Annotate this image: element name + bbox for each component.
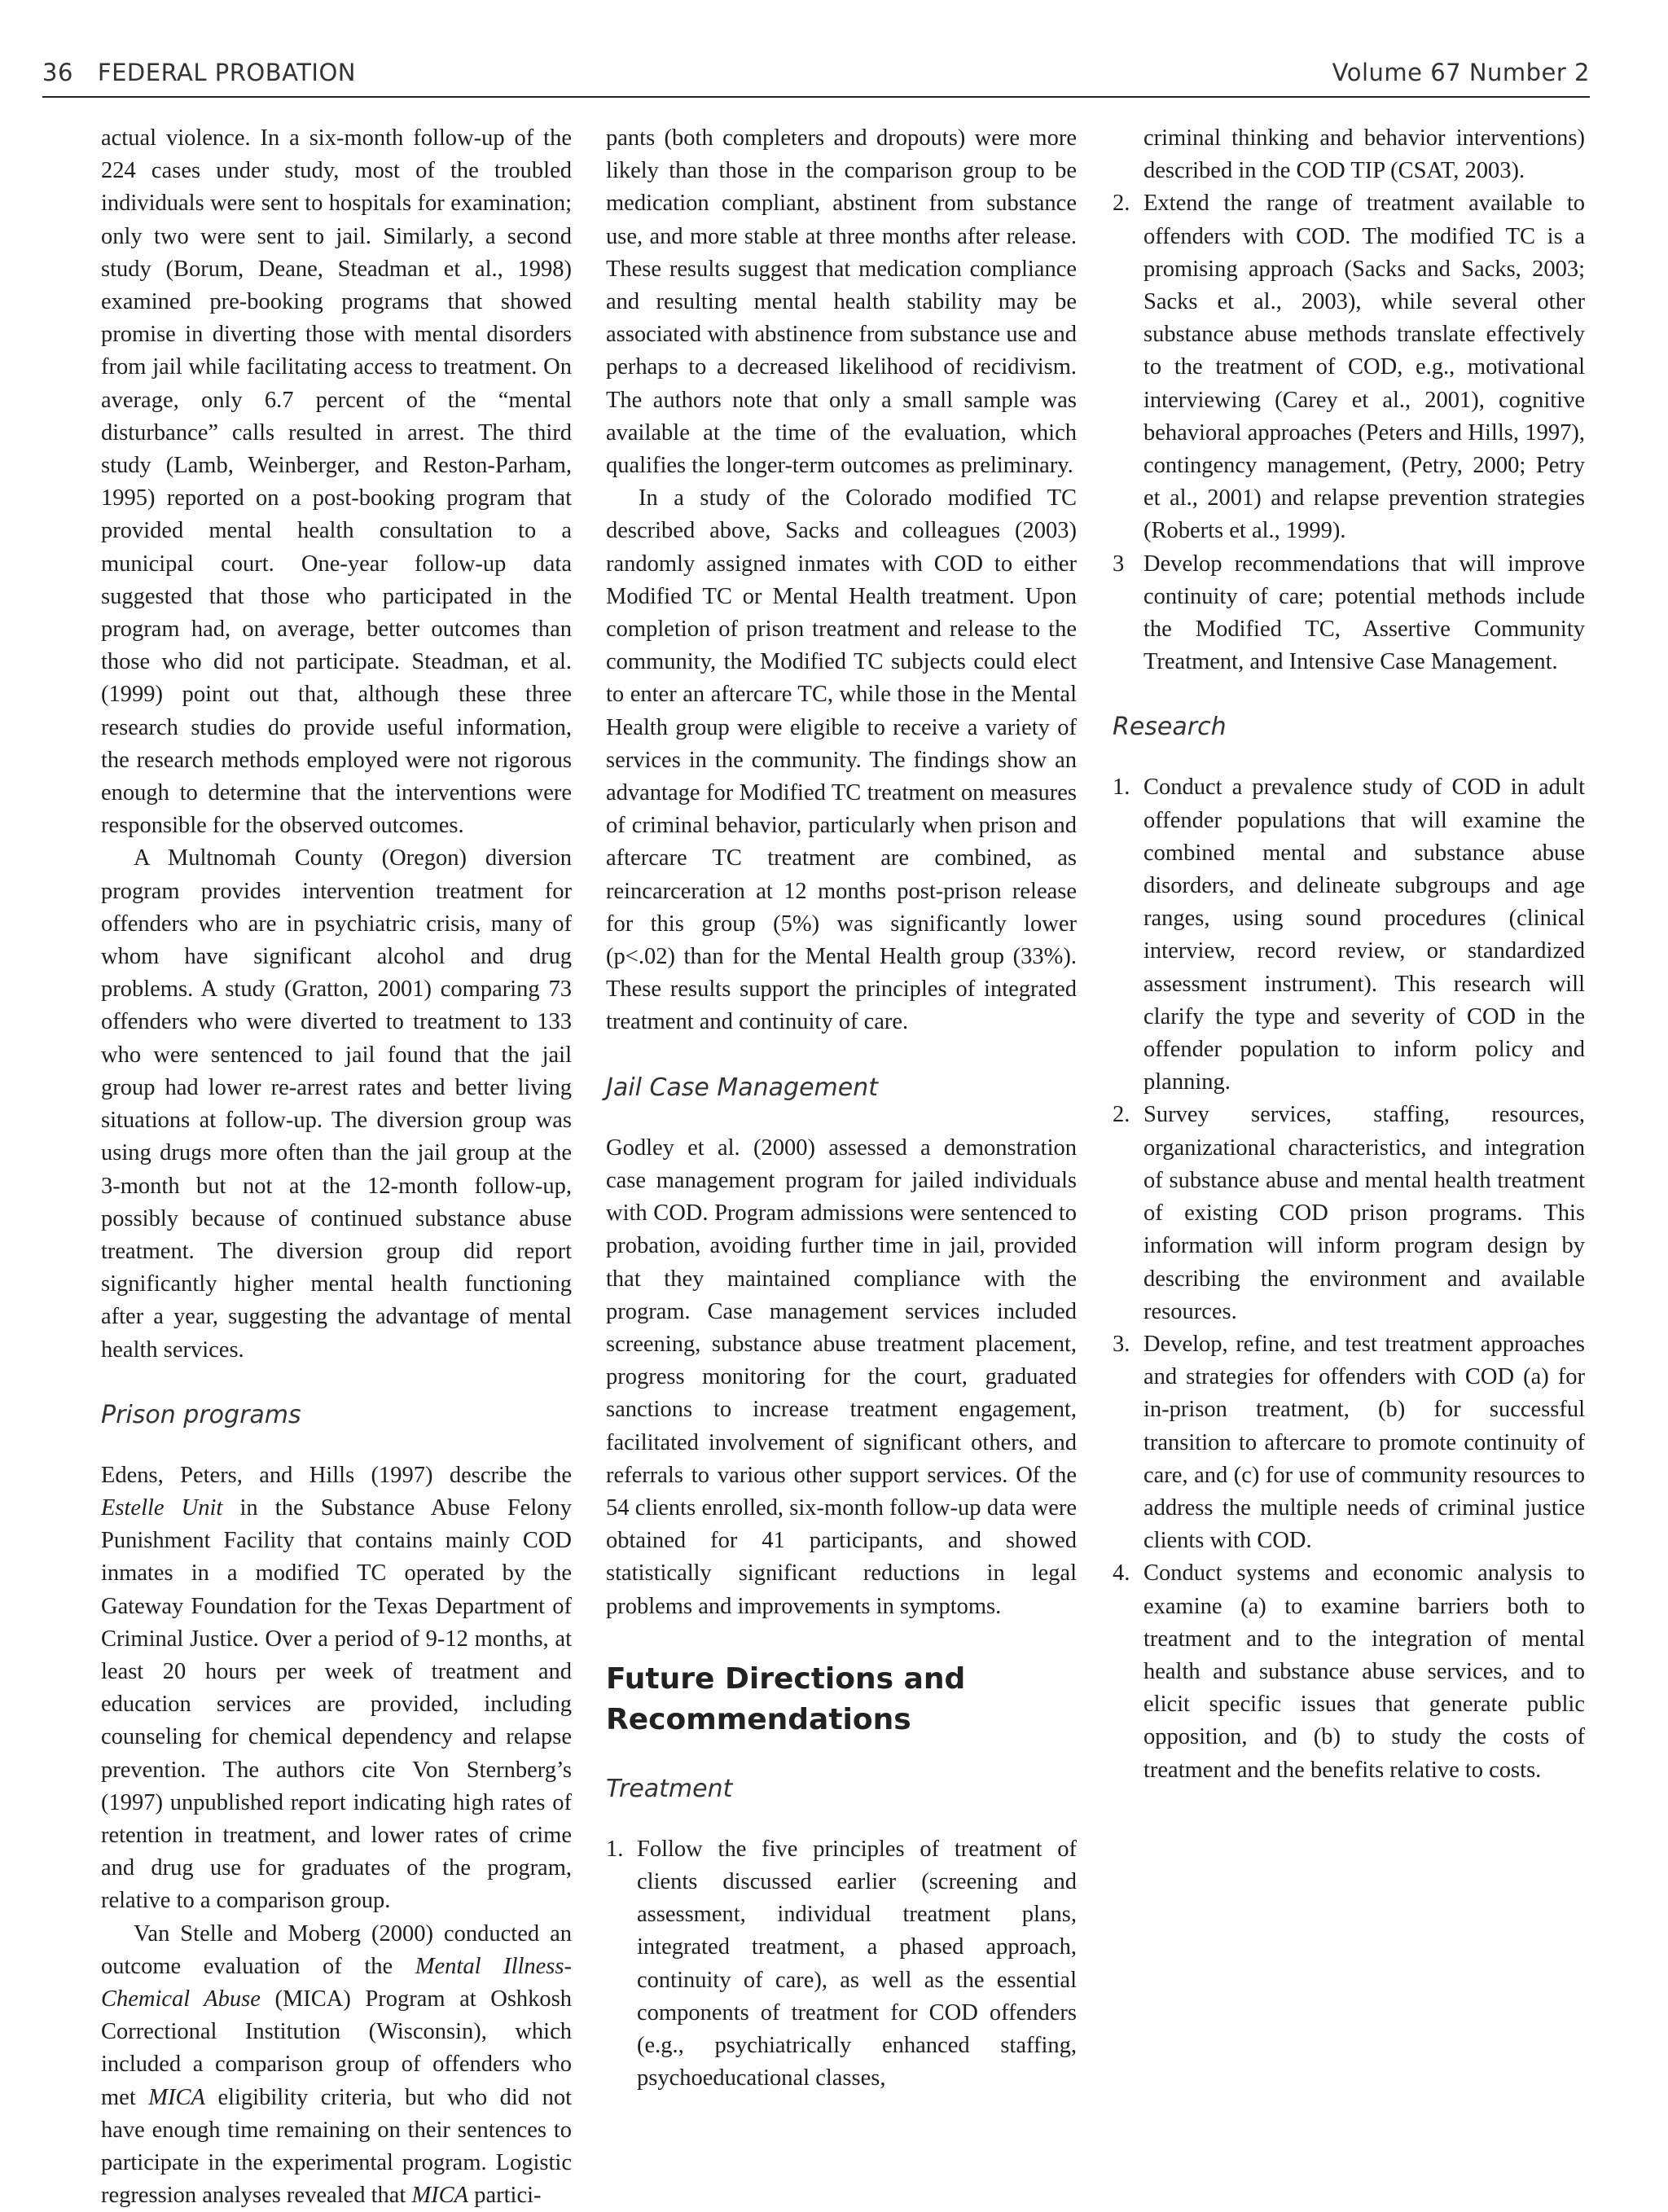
italic-run: Mental Illness-Chemical Abuse: [101, 1953, 572, 2012]
running-header: [42, 59, 1590, 101]
treatment-list: [606, 1833, 1077, 2096]
list-item: [1113, 1328, 1585, 1557]
text-run: (MICA) Program at Oshkosh Correctional Institution (Wisconsin), which included a comparison group of offenders who met: [101, 1986, 572, 2110]
paragraph: [101, 1459, 572, 1918]
paragraph: A Multnomah County (Oregon) diversion program provides intervention treatment for offenders who are in psychiatric crisis, many of whom have significant alcohol and drug problems. A study (Gratton, 2001) comparing 73 offenders who were diverted to treatment to 133 who were sentenced to jail found that the jail group had lower re-arrest rates and better living situations at follow-up. The diversion group was using drugs more often than the jail group at the 3-month but not at the 12-month follow-up, possibly because of continued substance abuse treatment. The diversion group did report significantly higher mental health functioning after a year, suggesting the advantage of mental health services.: [101, 845, 572, 1363]
list-item-text: criminal thinking and behavior interventions) described in the COD TIP (CSAT, 2003).: [1143, 125, 1585, 184]
subheading-treatment: Treatment: [606, 1774, 733, 1803]
treatment-list-continued: [1113, 122, 1585, 678]
column-2: [606, 122, 1077, 2095]
paragraph: [101, 1918, 572, 2212]
text-run: in the Substance Abuse Felony Punishment Facility that contains mainly COD inmates in a modified TC operated by the Gateway Foundation for the Texas Department of Criminal Justice. Over a period of 9-12 months, at least 20 hours per week of treatment and education services are provided, including counseling for chemical dependency and relapse prevention. The authors cite Von Sternberg’s (1997) unpublished report indicating high rates of retention in treatment, and lower rates of crime and drug use for graduates of the program, relative to a comparison group.: [101, 1494, 572, 1914]
list-marker: 3: [1113, 551, 1125, 577]
italic-run: Estelle Unit: [101, 1494, 223, 1521]
header-left: [42, 59, 356, 86]
paragraph: actual violence. In a six-month follow-up of the 224 cases under study, most of the troubled individuals were sent to hospitals for examination; only two were sent to jail. Similarly, a second study (Borum, Deane, Steadman et al., 1998) examined pre-booking programs that showed promise in diverting those with mental disorders from jail while facilitating access to treatment. On average, only 6.7 percent of the “mental disturbance” calls resulted in arrest. The third study (Lamb, Weinberger, and Reston-Parham, 1995) reported on a post-booking program that provided mental health consultation to a municipal court. One-year follow-up data suggested that those who participated in the program had, on average, better outcomes than those who did not participate. Steadman, et al. (1999) point out that, although these three research studies do provide useful information, the research methods employed were not rigorous enough to determine that the interventions were responsible for the observed outcomes.: [101, 125, 572, 839]
column-1: [101, 122, 572, 2212]
text-run: Van Stelle and Moberg (2000) conducted an outcome evaluation of the: [101, 1920, 572, 1979]
list-marker: 2.: [1113, 1102, 1130, 1128]
text-run: eligibility criteria, but who did not have enough time remaining on their sentences to participate in the experimental program. Logistic regression analyses revealed that: [101, 2084, 572, 2209]
list-item: [1113, 1099, 1585, 1328]
list-item-text: Conduct a prevalence study of COD in adult offender populations that will examine the combined mental and substance abuse disorders, and delineate subgroups and age ranges, using sound procedures (clinical interview, record review, or standardized assessment instrument). This research will clarify the type and severity of COD in the offender population to inform policy and planning.: [1143, 775, 1585, 1095]
list-marker: 2.: [1113, 191, 1130, 217]
list-marker: 1.: [606, 1836, 624, 1862]
list-marker: 4.: [1113, 1560, 1130, 1587]
list-item-text: Extend the range of treatment available to offenders with COD. The modified TC is a promising approach (Sacks and Sacks, 2003; Sacks et al., 2003), while several other substance abuse methods translate effectively to the treatment of COD, e.g., motivational interviewing (Carey et al., 2001), cognitive behavioral approaches (Peters and Hills, 1997), contingency management, (Petry, 2000; Petry et al., 2001) and relapse prevention strategies (Roberts et al., 1999).: [1143, 191, 1585, 544]
header-rule: [42, 96, 1590, 98]
volume-info: Volume 67 Number 2: [1332, 59, 1590, 86]
paragraph: pants (both completers and dropouts) were more likely than those in the comparison group to be medication compliant, abstinent from substance use, and more stable at three months after release. These results suggest that medication compliance and resulting mental health stability may be associated with abstinence from substance use and perhaps to a decreased likelihood of recidivism. The authors note that only a small sample was available at the time of the evaluation, which qualifies the longer-term outcomes as preliminary.: [606, 125, 1077, 479]
list-item-text: Develop, refine, and test treatment approaches and strategies for offenders with COD (a) for in-prison treatment, (b) for successful transition to aftercare to promote continuity of care, and (c) for use of community resources to address the multiple needs of criminal justice clients with COD.: [1143, 1331, 1585, 1554]
paragraph: In a study of the Colorado modified TC described above, Sacks and colleagues (2003) randomly assigned inmates with COD to either Modified TC or Mental Health treatment. Upon completion of prison treatment and release to the community, the Modified TC subjects could elect to enter an aftercare TC, while those in the Mental Health group were eligible to receive a variety of services in the community. The findings show an advantage for Modified TC treatment on measures of criminal behavior, particularly when prison and aftercare TC treatment are combined, as reincarceration at 12 months post-prison release for this group (5%) was significantly lower (p<.02) than for the Mental Health group (33%). These results support the principles of integrated treatment and continuity of care.: [606, 485, 1077, 1035]
paragraph: Godley et al. (2000) assessed a demonstration case management program for jailed individuals with COD. Program admissions were sentenced to probation, avoiding further time in jail, provided that they maintained compliance with the program. Case management services included screening, substance abuse treatment placement, progress monitoring for the court, graduated sanctions to increase treatment engagement, facilitated involvement of significant others, and referrals to various other support services. Of the 54 clients enrolled, six-month follow-up data were obtained for 41 participants, and showed statistically significant reductions in legal problems and improvements in symptoms.: [606, 1135, 1077, 1619]
list-item: [1113, 771, 1585, 1099]
journal-title: FEDERAL PROBATION: [97, 59, 356, 86]
text-run: Edens, Peters, and Hills (1997) describe the: [101, 1462, 572, 1488]
list-item-text: Follow the five principles of treatment of clients discussed earlier (screening and assessment, individual treatment plans, integrated treatment, a phased approach, continuity of care), as well as the essential components of treatment for COD offenders (e.g., psychiatrically enhanced staffing, psychoeducational classes,: [637, 1836, 1077, 2091]
text-run: partici-: [468, 2183, 542, 2209]
subheading-prison-programs: Prison programs: [101, 1400, 301, 1429]
list-marker: 1.: [1113, 775, 1130, 801]
column-3: [1113, 122, 1585, 1787]
italic-run: MICA: [411, 2183, 469, 2209]
page-number: 36: [42, 59, 73, 86]
list-item-text: Develop recommendations that will improve continuity of care; potential methods include the Modified TC, Assertive Community Treatment, and Intensive Case Management.: [1143, 551, 1585, 675]
list-item: [606, 1833, 1077, 2096]
section-title-future-directions: Future Directions and Recommendations: [606, 1661, 966, 1736]
subheading-jail-case-management: Jail Case Management: [606, 1073, 879, 1102]
list-item-continued: [1113, 122, 1585, 187]
research-list: [1113, 771, 1585, 1786]
subheading-research: Research: [1113, 713, 1227, 742]
list-item: [1113, 548, 1585, 679]
list-item-text: Survey services, staffing, resources, organizational characteristics, and integration of substance abuse and mental health treatment of existing COD prison programs. This information will inform program design by describing the environment and available resources.: [1143, 1102, 1585, 1324]
list-marker: 3.: [1113, 1331, 1130, 1357]
list-item: [1113, 187, 1585, 547]
list-item: [1113, 1557, 1585, 1786]
list-item-text: Conduct systems and economic analysis to examine (a) to examine barriers both to treatment and to the integration of mental health and substance abuse services, and to elicit specific issues that generate public opposition, and (b) to study the costs of treatment and the benefits relative to costs.: [1143, 1560, 1585, 1783]
italic-run: MICA: [148, 2084, 205, 2110]
